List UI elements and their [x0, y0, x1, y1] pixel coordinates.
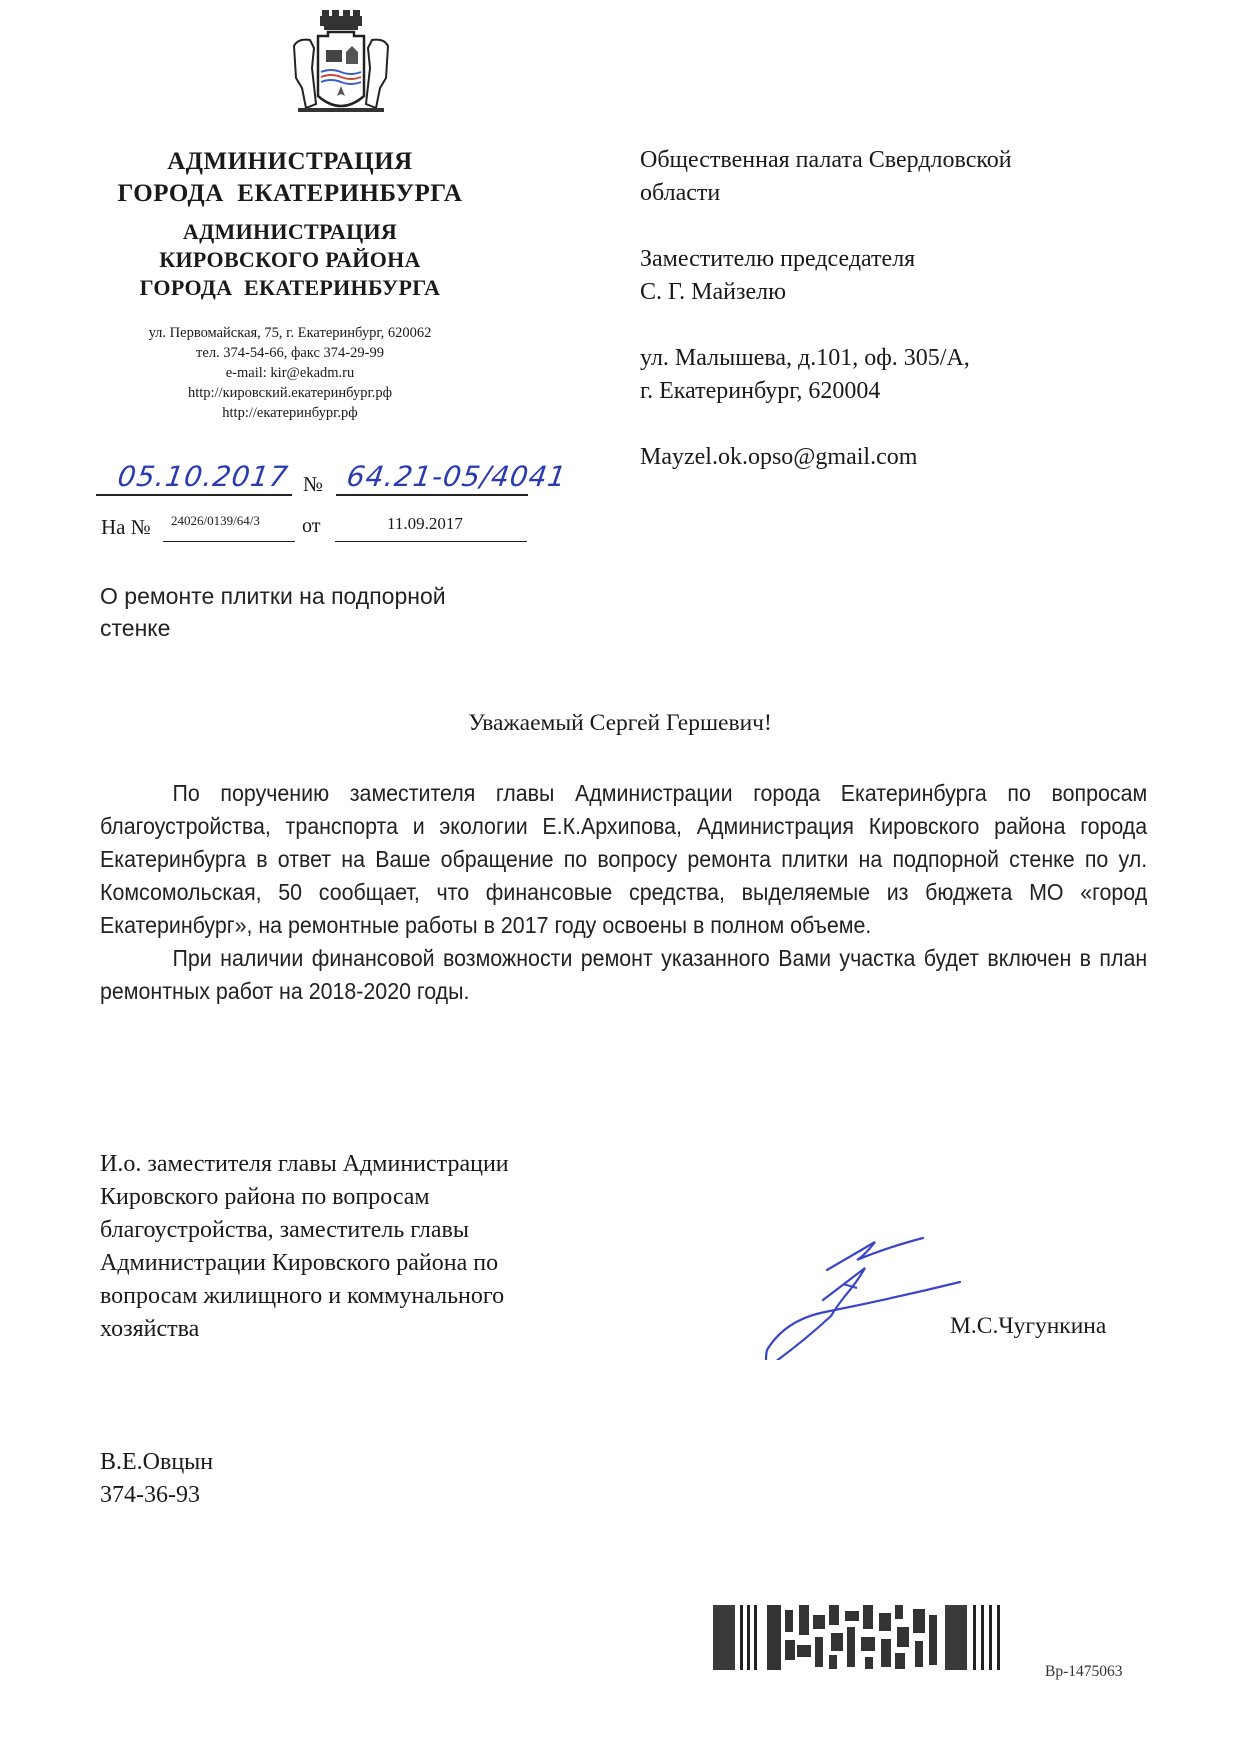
- recipient-name: С. Г. Майзелю: [640, 279, 787, 305]
- outgoing-number: 64.21-05/4041: [344, 460, 569, 493]
- org-contacts: [90, 323, 490, 423]
- body-paragraph: По поручению заместителя главы Администрации города Екатеринбурга по вопросам благоустройства, транспорта и экологии Е.К.Архипова, Администрация Кировского района города Екатеринбурга в ответ на Ваше обращение по вопросу ремонта плитки на подпорной стенке по ул. Комсомольская, 50 сообщает, что финансовые средства, выделяемые из бюджета МО «город Екатеринбург», на ремонтные работы в 2017 году освоены в полном объеме.: [100, 780, 1148, 938]
- reply-number-underline: [163, 541, 295, 542]
- outgoing-date: 05.10.2017: [115, 460, 291, 493]
- date-underline: [96, 494, 292, 496]
- executor-name: В.Е.Овцын: [100, 1449, 214, 1475]
- reply-to-number: 24026/0139/64/3: [171, 513, 260, 528]
- sub-organization-name: [90, 218, 490, 302]
- org-email: e-mail: kir@ekadm.ru: [225, 365, 355, 381]
- signer-title-line: Администрации Кировского района по: [100, 1250, 499, 1276]
- org-sub-line1: АДМИНИСТРАЦИЯ: [182, 219, 398, 244]
- signer-name: М.С.Чугункина: [950, 1313, 1107, 1339]
- signer-title-line: хозяйства: [100, 1316, 200, 1342]
- executor-block: [100, 1446, 213, 1512]
- recipient-position: Заместителю председателя: [640, 246, 916, 272]
- org-address: ул. Первомайская, 75, г. Екатеринбург, 620062: [148, 325, 432, 341]
- reply-to-label: На №: [101, 515, 151, 539]
- recipient-address-line1: ул. Малышева, д.101, оф. 305/А,: [640, 345, 970, 371]
- org-main-line1: АДМИНИСТРАЦИЯ: [167, 148, 413, 175]
- registration-code: Вр-1475063: [1045, 1663, 1123, 1680]
- recipient-email: Mayzel.ok.opso@gmail.com: [640, 444, 918, 470]
- recipient-address-line2: г. Екатеринбург, 620004: [640, 378, 881, 404]
- number-underline: [336, 494, 528, 496]
- subject-line2: стенке: [100, 615, 171, 641]
- recipient-block: [640, 144, 1120, 474]
- recipient-org-line2: области: [640, 180, 721, 206]
- signer-title-line: Кировского района по вопросам: [100, 1184, 430, 1210]
- greeting: Уважаемый Сергей Гершевич!: [468, 710, 772, 736]
- signer-title-line: И.о. заместителя главы Администрации: [100, 1151, 509, 1177]
- reply-date-underline: [335, 541, 527, 542]
- subject-line1: О ремонте плитки на подпорной: [100, 583, 446, 609]
- org-site-1: http://кировский.екатеринбург.рф: [187, 385, 393, 401]
- reply-to-date: 11.09.2017: [387, 514, 463, 533]
- from-label: от: [302, 515, 321, 537]
- handwritten-signature: [745, 1200, 975, 1360]
- org-site-2: http://екатеринбург.рф: [222, 405, 358, 421]
- org-sub-line2: КИРОВСКОГО РАЙОНА: [159, 247, 421, 272]
- signer-title: [100, 1148, 660, 1346]
- letter-subject: [100, 580, 520, 644]
- executor-phone: 374-36-93: [100, 1482, 200, 1508]
- org-main-line2: ГОРОДА ЕКАТЕРИНБУРГА: [117, 180, 463, 207]
- signer-title-line: вопросам жилищного и коммунального: [100, 1283, 505, 1309]
- organization-name: [90, 146, 490, 210]
- recipient-org-line1: Общественная палата Свердловской: [640, 147, 1012, 173]
- org-sub-line3: ГОРОДА ЕКАТЕРИНБУРГА: [139, 275, 441, 300]
- body-paragraph: При наличии финансовой возможности ремонт указанного Вами участка будет включен в план ремонтных работ на 2018-2020 годы.: [100, 945, 1148, 1004]
- org-phone: тел. 374-54-66, факс 374-29-99: [196, 345, 384, 361]
- number-label: №: [303, 472, 324, 496]
- signer-title-line: благоустройства, заместитель главы: [100, 1217, 469, 1243]
- document-barcode: [713, 1605, 1023, 1670]
- letter-body: [100, 777, 1147, 1008]
- city-coat-of-arms-icon: [288, 8, 394, 126]
